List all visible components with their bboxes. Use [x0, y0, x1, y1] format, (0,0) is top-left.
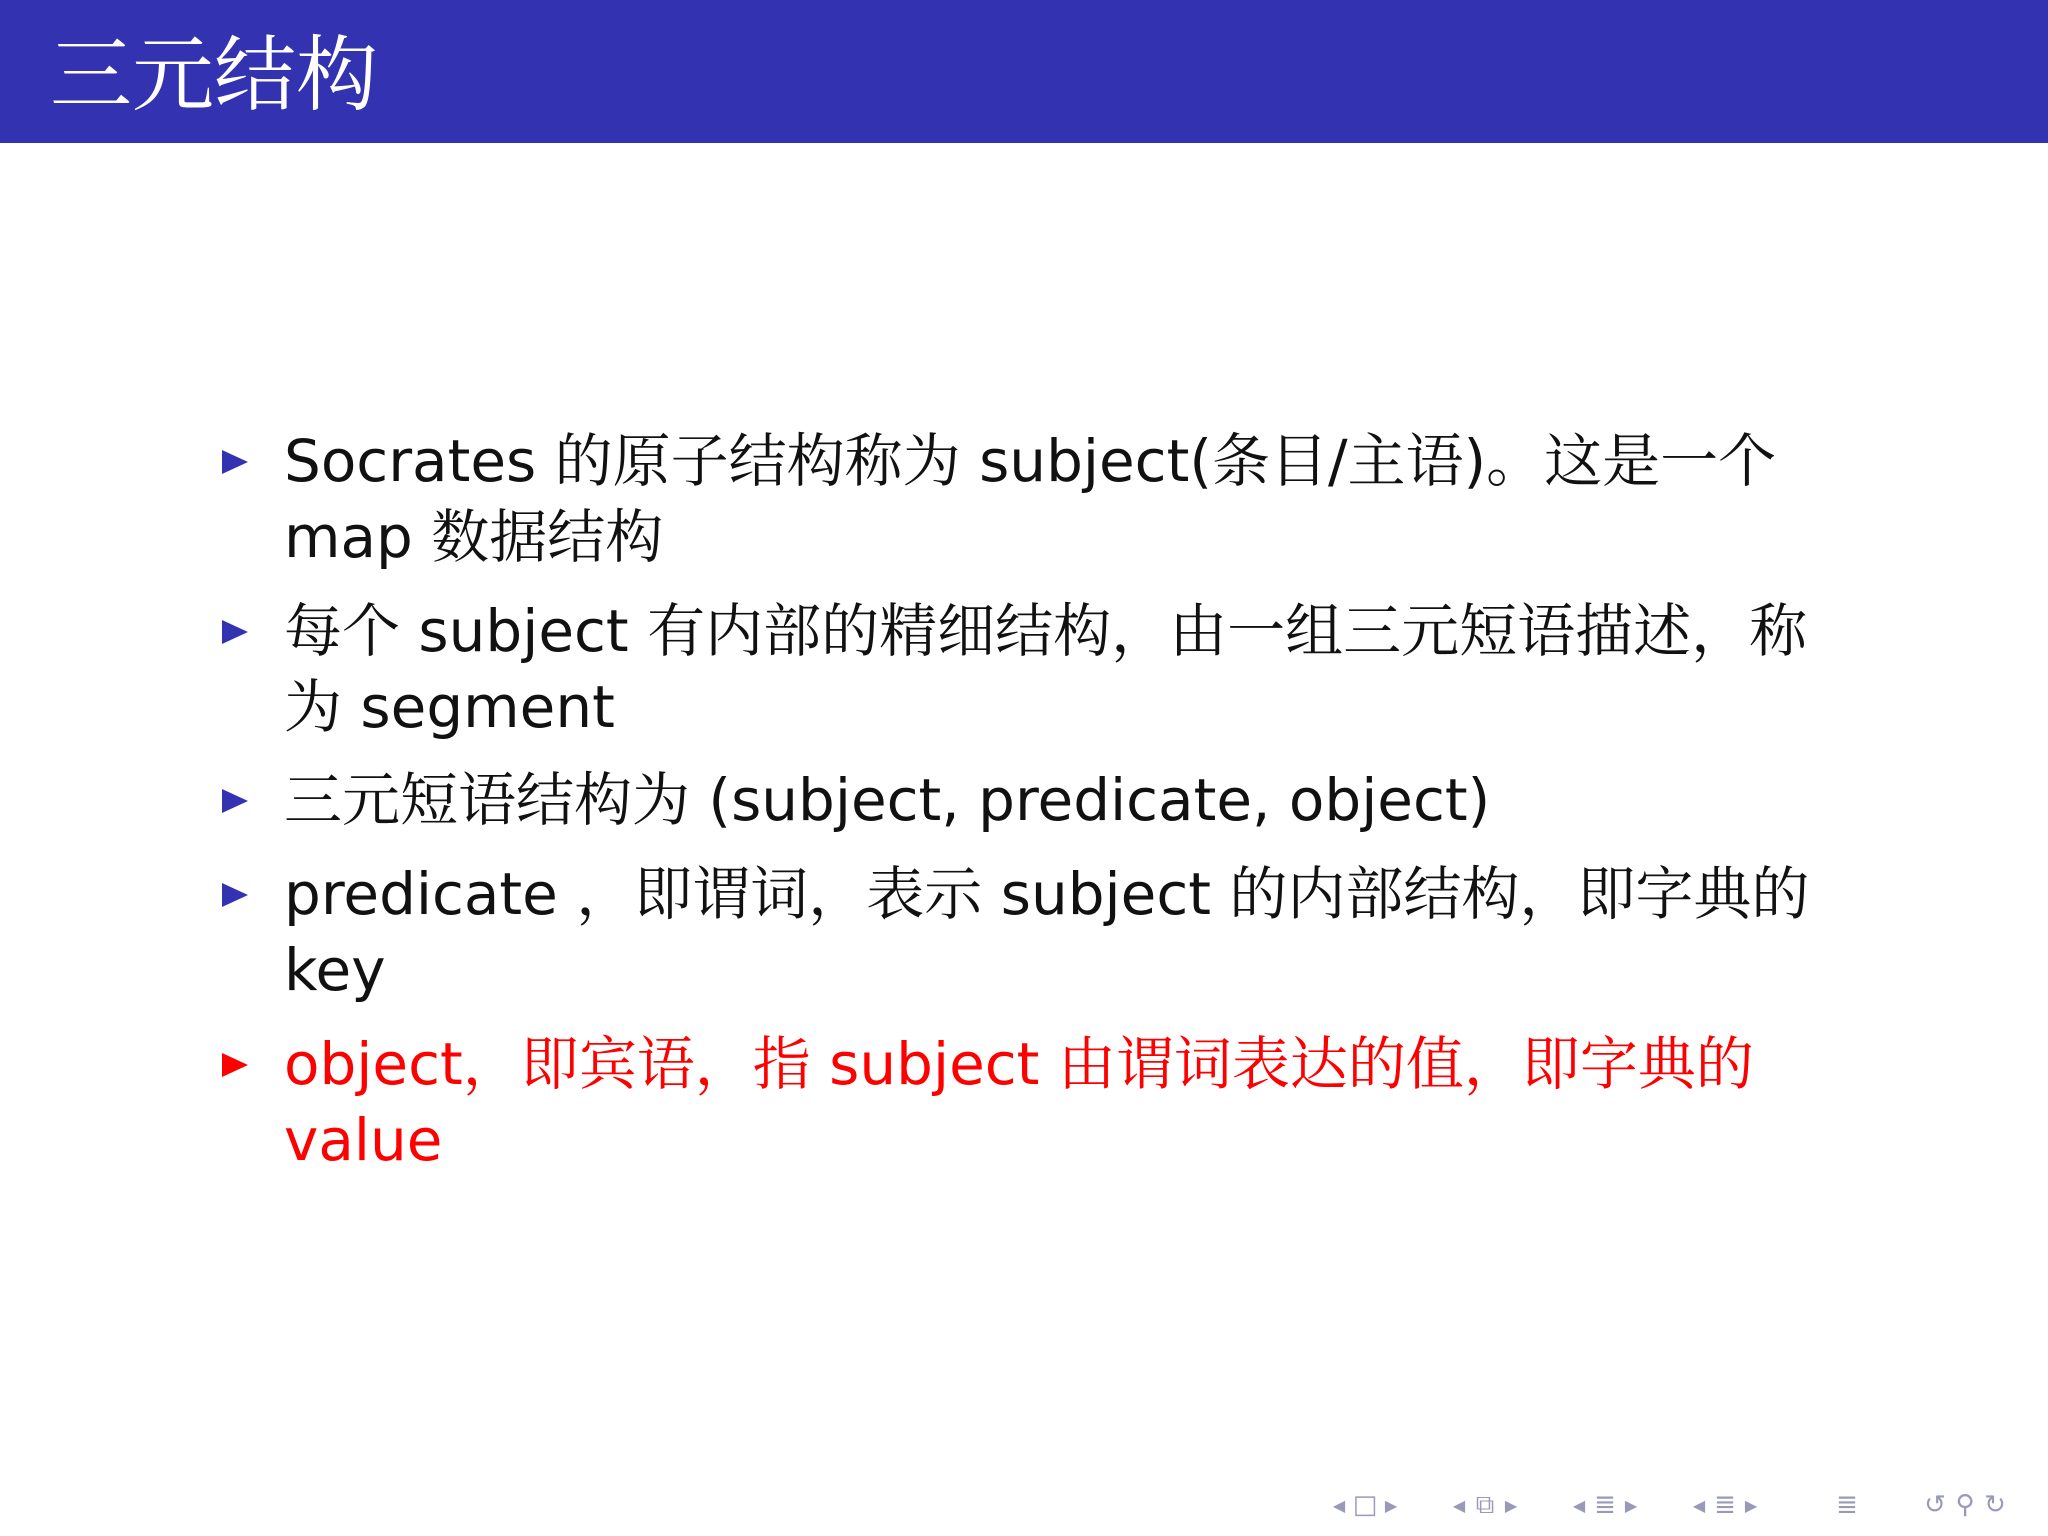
nav-subsection-prev-icon[interactable]: ◀ — [1452, 1495, 1466, 1515]
bullet-text-line: predicate ，即谓词，表示 subject 的内部结构，即字典的 — [284, 860, 1810, 928]
nav-forward-icon[interactable]: ↻ — [1984, 1490, 2006, 1520]
nav-frame-icon[interactable]: □ — [1352, 1490, 1378, 1520]
nav-section-next-icon[interactable]: ▶ — [1624, 1495, 1638, 1515]
bullet-text-line: 为 segment — [284, 673, 615, 741]
bullet-text-line: 三元短语结构为 (subject, predicate, object) — [284, 766, 1491, 834]
bullet-text-line: map 数据结构 — [284, 503, 664, 571]
nav-subsection-next-icon[interactable]: ▶ — [1504, 1495, 1518, 1515]
nav-toc-prev-icon[interactable]: ◀ — [1692, 1495, 1706, 1515]
nav-back-icon[interactable]: ↺ — [1924, 1490, 1946, 1520]
nav-frame-next-icon[interactable]: ▶ — [1384, 1495, 1398, 1515]
bullet-triangle-icon — [222, 450, 248, 474]
bullet-triangle-icon — [222, 1053, 248, 1077]
nav-search-icon[interactable]: ⚲ — [1955, 1490, 1975, 1520]
bullet-triangle-icon — [222, 620, 248, 644]
bullet-text-line: value — [284, 1106, 443, 1174]
bullet-text-line: object，即宾语，指 subject 由谓词表达的值，即字典的 — [284, 1030, 1754, 1098]
slide-title: 三元结构 — [50, 28, 379, 123]
bullet-text-line: Socrates 的原子结构称为 subject(条目/主语)。这是一个 — [284, 427, 1777, 495]
nav-toc-icon[interactable]: ≣ — [1714, 1490, 1736, 1520]
nav-frame-prev-icon[interactable]: ◀ — [1332, 1495, 1346, 1515]
bullet-triangle-icon — [222, 789, 248, 813]
nav-section-prev-icon[interactable]: ◀ — [1572, 1495, 1586, 1515]
nav-toc-next-icon[interactable]: ▶ — [1744, 1495, 1758, 1515]
nav-section-icon[interactable]: ≣ — [1594, 1490, 1616, 1520]
bullet-triangle-icon — [222, 883, 248, 907]
bullet-text-line: 每个 subject 有内部的精细结构，由一组三元短语描述，称 — [284, 597, 1808, 665]
nav-subsection-icon[interactable]: ⧉ — [1475, 1489, 1495, 1520]
bullet-text-line: key — [284, 936, 386, 1004]
nav-document-icon[interactable]: ≣ — [1836, 1490, 1858, 1520]
